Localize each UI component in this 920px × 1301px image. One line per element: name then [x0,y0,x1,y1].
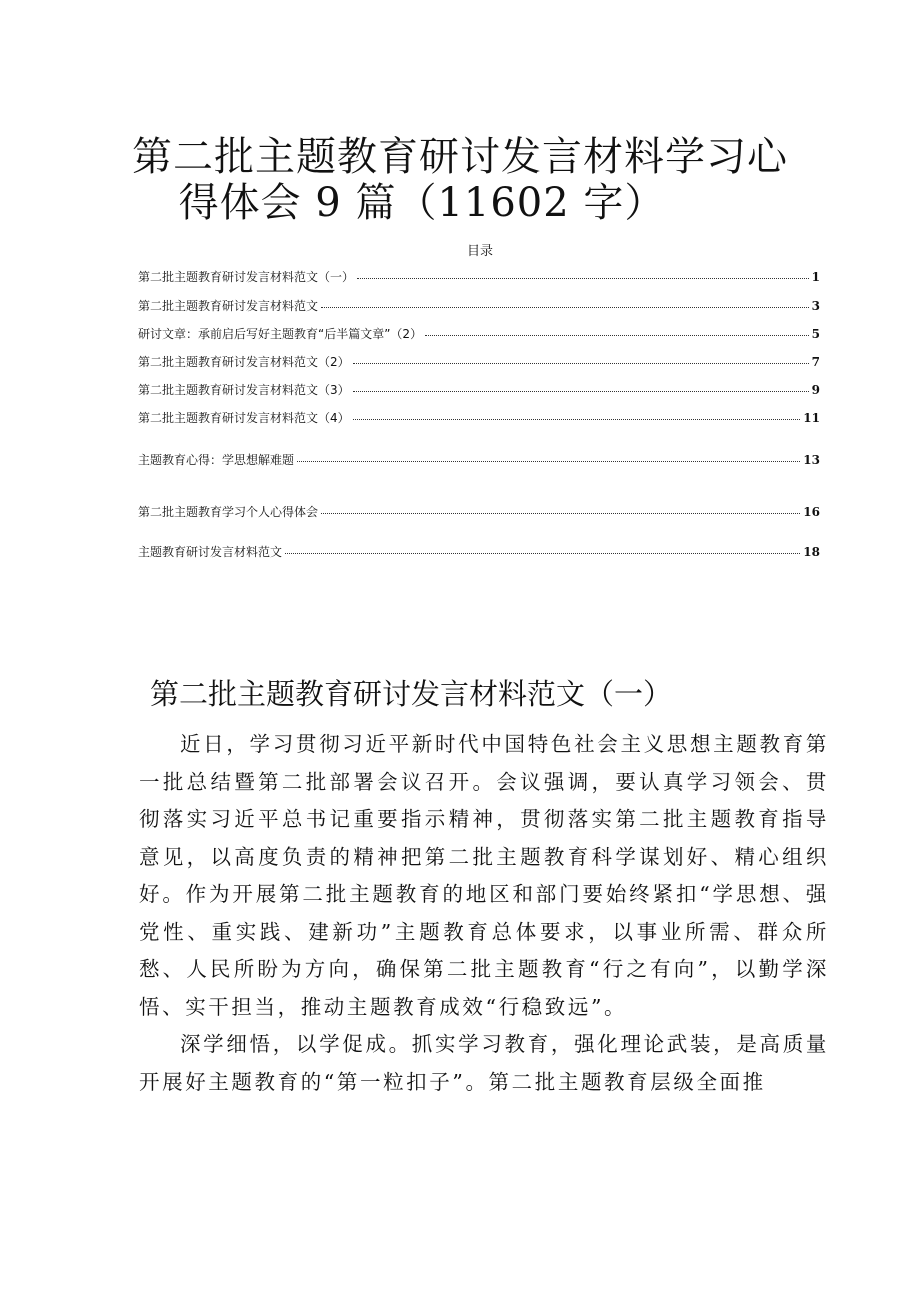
toc-entry[interactable] [138,503,820,521]
document-title-line-2: 得体会 9 篇（11602 字） [178,180,666,226]
toc-entry-label: 研讨文章：承前启后写好主题教育“后半篇文章”（2） [138,327,423,341]
toc-entry-page: 11 [803,411,820,425]
toc-leader-dots [285,552,800,554]
toc-entry-page: 16 [803,505,820,519]
toc-heading: 目录 [466,244,493,259]
toc-entry[interactable] [138,268,820,286]
toc-entry-page: 18 [803,545,820,559]
toc-entry-page: 13 [803,453,820,467]
toc-entry-page: 7 [811,355,820,369]
section-heading: 第二批主题教育研讨发言材料范文（一） [150,677,673,711]
toc-entry-label: 第二批主题教育研讨发言材料范文（3） [138,383,350,397]
toc-leader-dots [297,460,800,462]
toc-entry-page: 9 [811,383,820,397]
toc-leader-dots [353,362,809,364]
toc-entry[interactable] [138,409,820,427]
toc-leader-dots [321,306,809,308]
toc-entry-label: 主题教育研讨发言材料范文 [138,545,283,559]
body-text [139,726,829,1101]
toc-leader-dots [425,334,809,336]
body-paragraph: 深学细悟，以学促成。抓实学习教育，强化理论武装，是高质量开展好主题教育的“第一粒扣子”。第二批主题教育层级全面推 [139,1032,829,1094]
toc-entry[interactable] [138,353,820,371]
toc-leader-dots [353,418,801,420]
toc-entry[interactable] [138,381,820,399]
toc-entry[interactable] [138,451,820,469]
toc-leader-dots [321,512,800,514]
toc-entry-label: 第二批主题教育研讨发言材料范文（2） [138,355,350,369]
toc-entry-label: 主题教育心得：学思想解难题 [138,453,295,467]
toc-entry[interactable] [138,297,820,315]
toc-leader-dots [357,277,809,279]
toc-entry[interactable] [138,543,820,561]
toc-entry-label: 第二批主题教育学习个人心得体会 [138,505,319,519]
toc-entry-label: 第二批主题教育研讨发言材料范文（一） [138,270,355,284]
toc-entry-label: 第二批主题教育研讨发言材料范文 [138,299,319,313]
toc-leader-dots [353,390,809,392]
toc-entry[interactable] [138,325,820,343]
toc-entry-page: 1 [811,270,820,284]
body-paragraph: 近日，学习贯彻习近平新时代中国特色社会主义思想主题教育第一批总结暨第二批部署会议召开。会议强调，要认真学习领会、贯彻落实习近平总书记重要指示精神，贯彻落实第二批主题教育指导意见，以高度负责的精神把第二批主题教育科学谋划好、精心组织好。作为开展第二批主题教育的地区和部门要始终紧扣“学思想、强党性、重实践、建新功”主题教育总体要求，以事业所需、群众所愁、人民所盼为方向，确保第二批主题教育“行之有向”，以勤学深悟、实干担当，推动主题教育成效“行稳致远”。 [139,732,829,1019]
toc-entry-page: 3 [811,299,820,313]
toc-entry-page: 5 [811,327,820,341]
toc-entry-label: 第二批主题教育研讨发言材料范文（4） [138,411,350,425]
document-title-line-1: 第二批主题教育研讨发言材料学习心 [132,134,788,180]
